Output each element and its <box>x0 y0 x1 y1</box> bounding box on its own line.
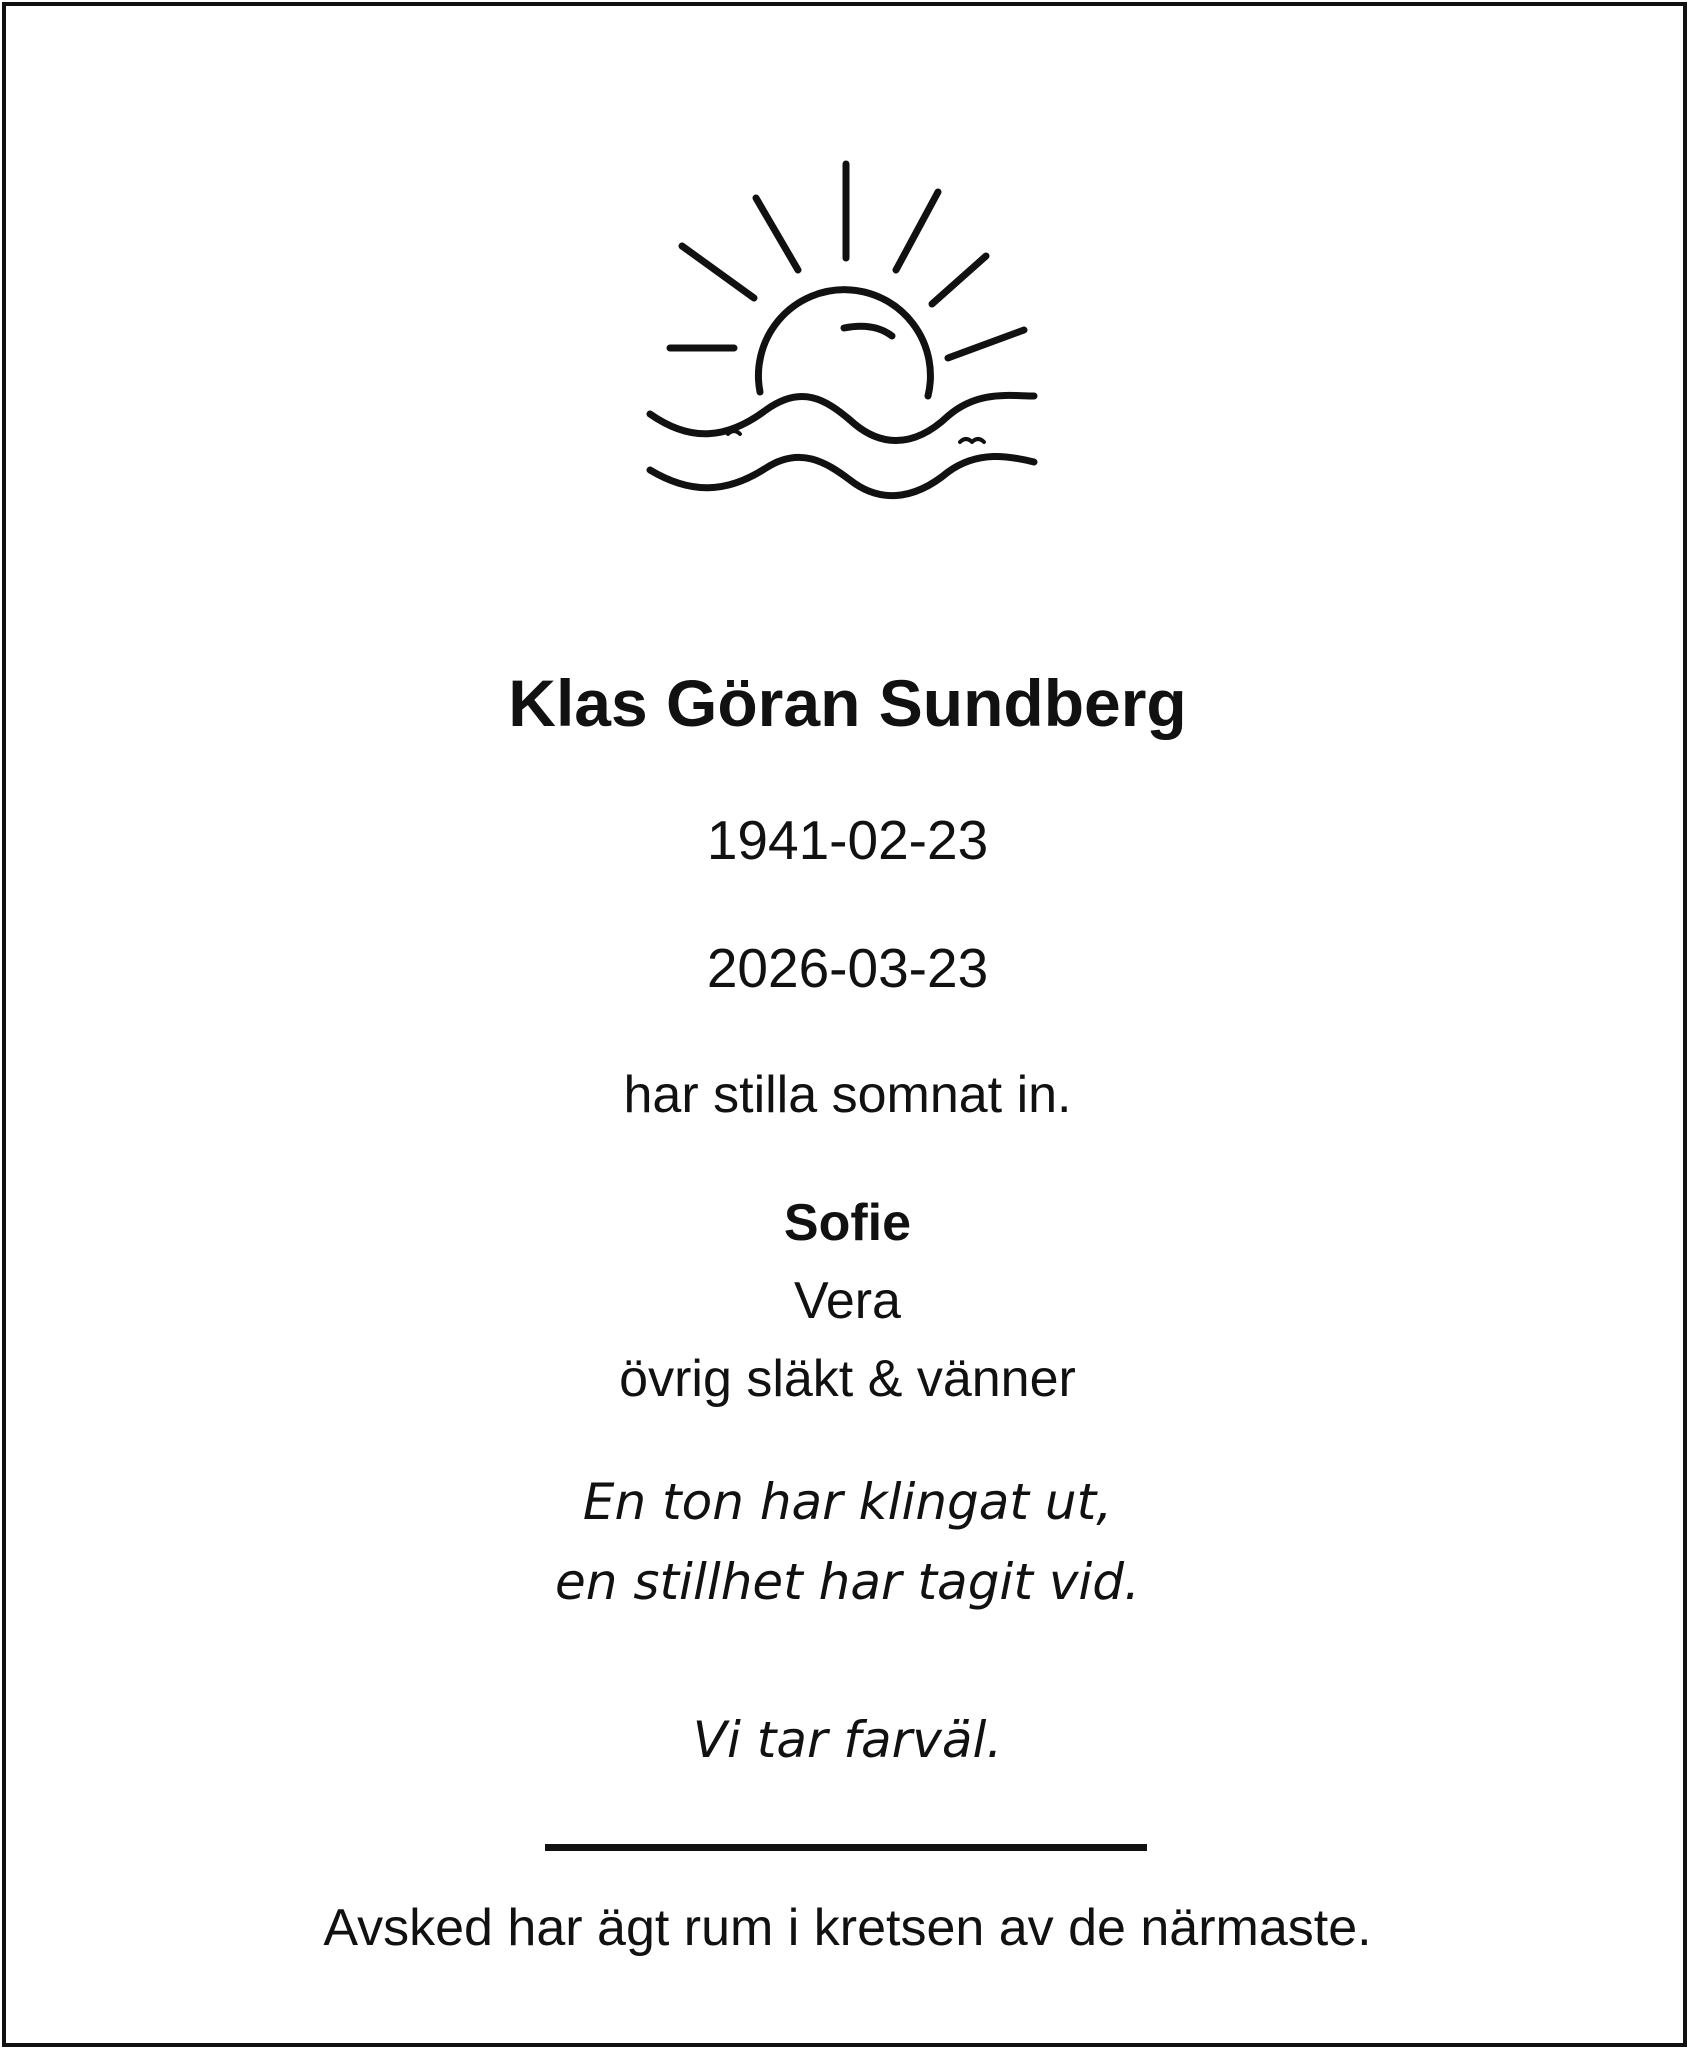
verse-line: En ton har klingat ut, <box>582 1473 1113 1531</box>
passed-statement: har stilla somnat in. <box>623 1066 1072 1124</box>
farewell-statement: Avsked har ägt rum i kretsen av de närmaste. <box>323 1899 1372 1957</box>
survivor-name: Vera <box>794 1272 901 1330</box>
verse-line: Vi tar farväl. <box>692 1711 1003 1769</box>
deceased-name: Klas Göran Sundberg <box>508 666 1187 740</box>
birth-date: 1941-02-23 <box>706 809 989 871</box>
sun-over-waves-icon <box>630 150 1070 500</box>
death-date: 2026-03-23 <box>706 937 989 999</box>
verse-line: en stillhet har tagit vid. <box>555 1553 1140 1611</box>
survivor-relatives: övrig släkt & vänner <box>619 1350 1076 1408</box>
survivor-name: Sofie <box>783 1194 912 1252</box>
divider-rule <box>545 1844 1147 1851</box>
